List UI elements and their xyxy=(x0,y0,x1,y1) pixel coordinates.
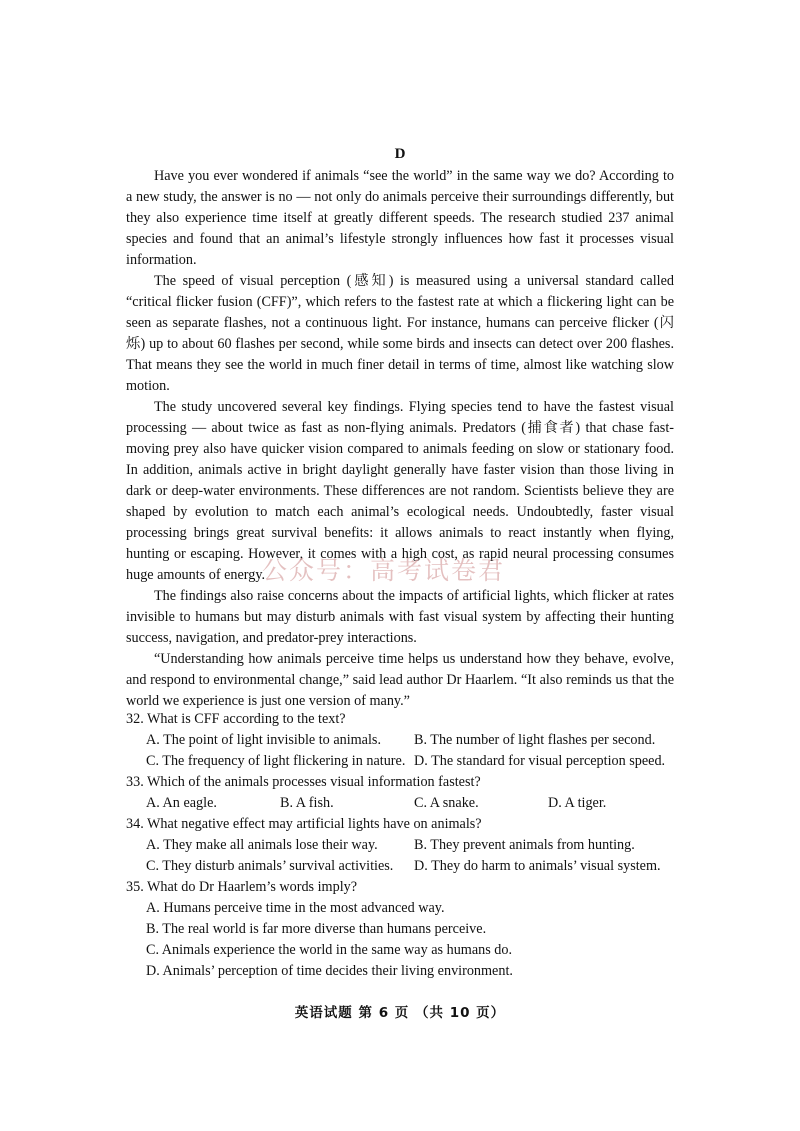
question-stem: 33. Which of the animals processes visual information fastest? xyxy=(126,774,481,790)
option-b[interactable]: B. The real world is far more diverse than humans perceive. xyxy=(146,921,487,937)
option-c[interactable]: C. The frequency of light flickering in nature. xyxy=(146,753,406,769)
option-row xyxy=(126,751,686,772)
passage-paragraph-4: The findings also raise concerns about the impacts of artificial lights, which flicker at rates invisible to humans but may disturb animals with fast visual system by affecting their hunting success, navigation, and predator-prey interactions. xyxy=(126,588,674,646)
option-a[interactable]: A. They make all animals lose their way. xyxy=(146,837,378,853)
option-d[interactable]: D. The standard for visual perception speed. xyxy=(414,753,666,769)
option-c[interactable]: C. A snake. xyxy=(414,795,479,811)
option-row xyxy=(126,856,686,877)
option-a[interactable]: A. An eagle. xyxy=(146,795,217,811)
option-b[interactable]: B. They prevent animals from hunting. xyxy=(414,837,635,853)
option-row xyxy=(126,730,686,751)
option-c[interactable]: C. They disturb animals’ survival activities. xyxy=(146,858,394,874)
question-34 xyxy=(126,814,686,877)
passage-paragraph-2: The speed of visual perception (感知) is measured using a universal standard called “critical flicker fusion (CFF)”, which refers to the fastest rate at which a flickering light can be seen as separate flashes, not a continuous light. For instance, humans can perceive flicker (闪烁) up to about 60 flashes per second, while some birds and insects can detect over 200 flashes. That means they see the world in much finer detail in terms of time, almost like watching slow motion. xyxy=(126,273,674,394)
passage-paragraph-3: The study uncovered several key findings. Flying species tend to have the fastest visual processing — about twice as fast as non-flying animals. Predators (捕食者) that chase fast-moving prey also have quicker vision compared to animals feeding on slow or stationary food. In addition, animals active in bright daylight generally have faster vision than those living in dark or deep-water environments. These differences are not random. Scientists believe they are shaped by evolution to match each animal’s ecological needs. Undoubtedly, faster visual processing brings great survival benefits: it allows animals to react instantly when flying, hunting or escaping. However, it comes with a high cost, as rapid neural processing consumes huge amounts of energy. xyxy=(126,399,674,583)
option-b[interactable]: B. A fish. xyxy=(280,795,334,811)
option-c[interactable]: C. Animals experience the world in the same way as humans do. xyxy=(146,942,513,958)
reading-passage xyxy=(126,166,674,712)
option-d[interactable]: D. Animals’ perception of time decides their living environment. xyxy=(146,963,513,979)
option-b[interactable]: B. The number of light flashes per second. xyxy=(414,732,656,748)
question-32 xyxy=(126,709,686,772)
passage-paragraph-5: “Understanding how animals perceive time helps us understand how they behave, evolve, and respond to environmental change,” said lead author Dr Haarlem. “It also reminds us that the world we experience is just one version of many.” xyxy=(126,651,674,709)
question-list xyxy=(126,709,686,982)
watermark: 公众号：高考试卷君 xyxy=(262,556,506,585)
option-a[interactable]: A. The point of light invisible to animals. xyxy=(146,732,381,748)
question-33 xyxy=(126,772,686,814)
option-a[interactable]: A. Humans perceive time in the most advanced way. xyxy=(146,900,445,916)
question-35 xyxy=(126,877,686,982)
question-stem: 35. What do Dr Haarlem’s words imply? xyxy=(126,879,358,895)
section-heading: D xyxy=(394,146,406,162)
page-footer: 英语试题 第 6 页 （共 10 页） xyxy=(294,1005,506,1021)
question-stem: 34. What negative effect may artificial lights have on animals? xyxy=(126,816,482,832)
option-d[interactable]: D. A tiger. xyxy=(548,795,607,811)
passage-paragraph-1: Have you ever wondered if animals “see the world” in the same way we do? According to a new study, the answer is no — not only do animals perceive their surroundings differently, but they also experience time itself at greatly different speeds. The research studied 237 animal species and found that an animal’s lifestyle strongly influences how fast it processes visual information. xyxy=(126,168,674,268)
option-d[interactable]: D. They do harm to animals’ visual system. xyxy=(414,858,661,874)
question-stem: 32. What is CFF according to the text? xyxy=(126,711,346,727)
option-row xyxy=(126,793,686,814)
option-row xyxy=(126,835,686,856)
